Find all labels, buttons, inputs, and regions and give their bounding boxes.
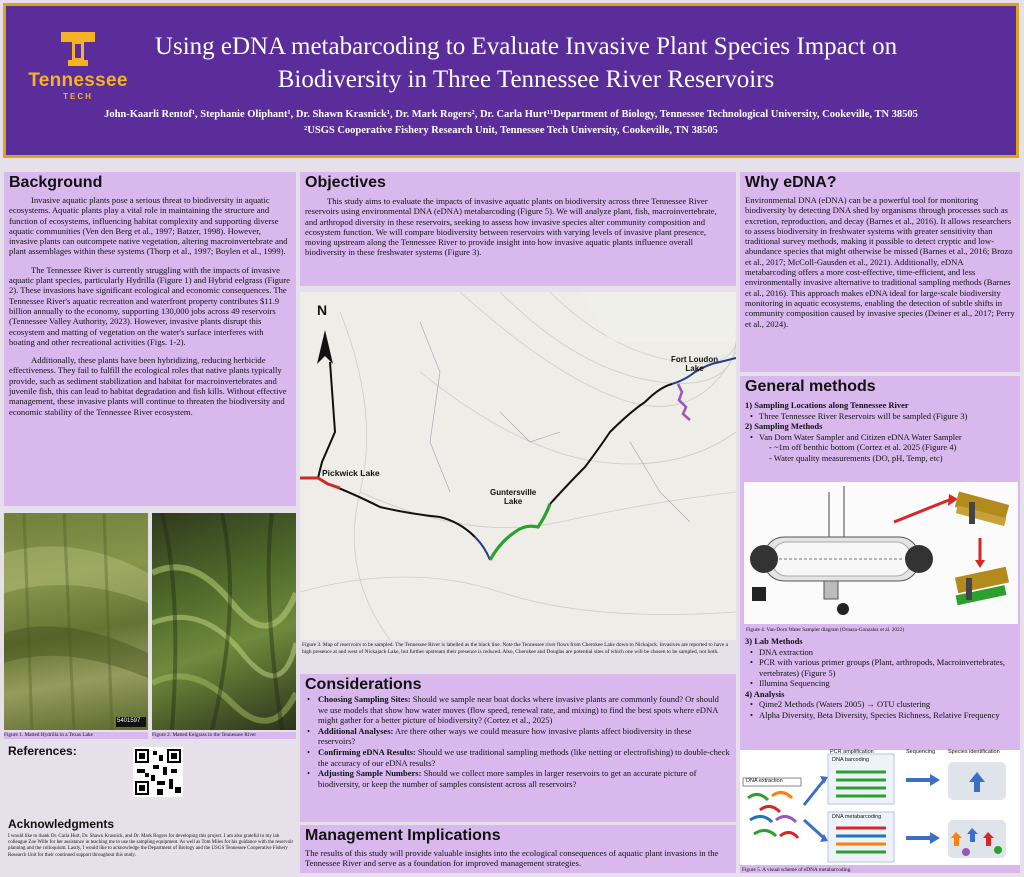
authors-line-2: ²USGS Cooperative Fishery Research Unit, Tennessee Tech University, Cookeville, TN 38505: [304, 125, 718, 136]
guntersville-label-line-1: Guntersville: [490, 488, 537, 497]
logo-sub: TECH: [63, 92, 93, 101]
consideration-title: Adjusting Sample Numbers:: [318, 768, 422, 779]
north-label: N: [317, 302, 328, 318]
considerations-list: [300, 694, 736, 789]
fort-loudon-label-line-1: Fort Loudon: [671, 355, 719, 364]
analysis-item: • Alpha Diversity, Beta Diversity, Species Richness, Relative Frequency: [745, 710, 1015, 721]
methods-step-2: 2) Sampling Methods: [745, 421, 823, 431]
objectives-heading: Objectives: [305, 174, 386, 191]
methods-step-3: 3) Lab Methods: [745, 636, 803, 646]
background-panel: [4, 172, 296, 506]
figure-2-caption: Figure 2. Matted Eelgrass in the Tennessee River: [152, 732, 296, 739]
hydrilla-photo: [4, 513, 148, 730]
consideration-text: Should we collect more samples in larger reservoirs to get an accurate picture of biodiversity, or keep the number of samples consistent across all reservoirs?: [318, 768, 697, 789]
fig5-sequencing-label: Sequencing: [906, 749, 936, 755]
metabarcoding-scheme: [740, 750, 1020, 865]
guntersville-label: [490, 488, 536, 506]
fort-loudon-label: [671, 355, 718, 373]
background-paragraph-1: Invasive aquatic plants pose a serious threat to biodiversity in aquatic ecosystems. Aquatic plants play a vital role in maintaining the structure and function of ecosystems, influencing habitat complexity and supporting diverse aquatic communities (Ven den Berg et al., 1997; Batzer, 1998). However, invasive plants can outcompete native vegetation, altering macroinvertebrate and plant assemblages within these systems (Thorp et al., 1997; Boylen et al., 1999).: [9, 195, 288, 257]
poster-header: [3, 3, 1019, 158]
methods-step-4: 4) Analysis: [745, 688, 785, 699]
background-paragraph-2: The Tennessee River is currently struggling with the impacts of invasive aquatic plant species, particularly Hydrilla (Figure 1) and Hybrid eelgrass (Figure 2). These invasions have significant ecological and economic consequences. The Tennessee River's aquatic recreation and waterfront property contributes $11.9 billion annually to the economy, supporting 130,000 jobs across 49 reservoirs (Tennessee Valley Authority, 2023). However, invasive plants disrupt this ecosystem and matting of vegetation on the water's surface interferes with boating and other recreational activities (Figs. 1-2).: [9, 264, 290, 347]
consideration-item: [300, 694, 730, 726]
consideration-text: Should we use traditional sampling methods (like netting or electrofishing) to double-check the accuracy of our eDNA results?: [318, 746, 730, 768]
title-line-2: Biodiversity in Three Tennessee River Reservoirs: [277, 66, 775, 93]
tennessee-tech-logo-icon: [58, 30, 98, 70]
guntersville-label-line-2: Lake: [504, 497, 523, 506]
consideration-text: Should we sample near boat docks where invasive plants are commonly found? Or should we use models that show how water moves (flow speed, renewal rate, and mixing) to find the best spots where eDNA might gather for a better picture of biodiversity? (Cortez et al., 2025): [318, 694, 719, 726]
why-edna-panel: [740, 172, 1020, 372]
figure-1-caption: Figure 1. Matted Hydrilla in a Texas Lake: [4, 732, 148, 739]
figure-3-caption: Figure 3. Map of reservoirs to be sampled. The Tennessee River is labelled as the black line. Note the Tennessee river flows from Cherokee Lake down to Nickajack. Invasives are reported to have a high presence at and west of Nickajack Lake, but further upstream their presence is reduced. Also, Cherokee and Douglas are potential sites of which one will be chosen to be sampled, not both.: [302, 642, 729, 655]
consideration-title: Additional Analyses:: [318, 725, 394, 736]
consideration-title: Choosing Sampling Sites:: [318, 694, 411, 704]
why-edna-text: Environmental DNA (eDNA) can be a powerful tool for monitoring biodiversity by detecting DNA shed by organisms through processes such as excretion, reproduction, and decay (Barnes et al., 2016). It allows researchers to assess biodiversity in freshwater systems with greater sensitivity than traditional survey methods, making it possible to detect cryptic and low-abundance species that might otherwise be missed (Barnes et al., 2016; Brozo et al., 2017; McColl-Gausden et al., 2021). Additionally, eDNA metabarcoding offers a more cost-effective, time-efficient, and less environmentally invasive alternative to traditional sampling methods (Barnes et al., 2016). This approach makes eDNA ideal for large-scale biodiversity monitoring in aquatic ecosystems, enabling the detection of subtle shifts in community composition caused by invasive species (Deiner et al., 2017; Perry et al., 2024).: [745, 195, 1015, 329]
methods-step-2-item: • Van Dorn Water Sampler and Citizen eDNA Water Sampler: [745, 432, 1015, 443]
title-line-1: Using eDNA metabarcoding to Evaluate Invasive Plant Species Impact on: [154, 33, 898, 60]
methods-sampling: [740, 400, 1020, 463]
fig5-metabarcoding-label: DNA metabarcoding: [832, 814, 882, 820]
fig5-extraction-label: DNA extraction: [746, 778, 783, 784]
lab-method-item: • Illumina Sequencing: [745, 678, 1015, 689]
management-heading: Management Implications: [305, 827, 501, 844]
fort-loudon-label-line-2: Lake: [685, 364, 704, 373]
eelgrass-photo: [152, 513, 296, 730]
fig5-species-label: Species identification: [948, 749, 1000, 755]
poster-title: [116, 30, 936, 96]
objectives-text: This study aims to evaluate the impacts of invasive aquatic plants on biodiversity across three Tennessee River reservoirs using environmental DNA (eDNA) metabarcoding (Figure 5). We will analyze plant, fish, macroinvertebrate, and arthropod diversity in these reservoirs, seeking to assess how invasive species alter community composition and ecosystem function. We will compare biodiversity between reservoirs with varying levels of invasive plant presence, moving upstream along the Tennessee River to provide insight into how invasive aquatic plants influence overall biodiversity in these freshwater systems (Figure 3).: [305, 196, 717, 258]
objectives-panel: [300, 172, 736, 286]
hydrilla-photo-art: [4, 513, 148, 730]
methods-step-1-item: • Three Tennessee River Reservoirs will be sampled (Figure 3): [745, 411, 1015, 422]
logo-word: Tennessee: [28, 70, 128, 91]
management-panel: [300, 825, 736, 873]
considerations-heading: Considerations: [305, 676, 422, 693]
management-text: The results of this study will provide valuable insights into the ecological consequences of aquatic plant invasions in the Tennessee River and serve as a foundation for improved management strategies.: [305, 848, 719, 869]
closed-mechanism-art: [955, 492, 1009, 527]
lab-methods-list: [745, 647, 1015, 689]
map-svg: [300, 292, 736, 640]
acknowledgments-heading: Acknowledgments: [8, 817, 115, 831]
pickwick-label: Pickwick Lake: [322, 468, 380, 478]
methods-step-2-sub-1: - ~1m off benthic bottom (Cortez et al. 2025 (Figure 4): [769, 442, 957, 452]
references-heading: References:: [8, 744, 77, 758]
lab-method-item: • PCR with various primer groups (Plant, arthropods, Macroinvertebrates, vertebrates) (Figure 5): [745, 657, 1015, 678]
consideration-item: [300, 747, 730, 768]
methods-lab-analysis: [740, 636, 1020, 720]
consideration-title: Confirming eDNA Results:: [318, 746, 416, 757]
consideration-text: Are there other ways we could measure how invasive plants affect biodiversity in these reservoirs?: [318, 725, 692, 747]
acknowledgments-text: I would like to thank Dr. Carla Hurt, Dr. Shawn Krasnick, and Dr. Mark Rogers for developing this project. I am also grateful to my lab colleague Zoe Wille for her assistance in teaching me to use the sampling equipment. As well as Tom Miles for his guidance with the reservoir planning and the colloquium. Lastly, I would like to acknowledge the Department of Biology and the USGS Tennessee Cooperative Fishery Research Unit for their continued support throughout this study.: [8, 834, 294, 858]
analysis-list: [745, 699, 1015, 720]
considerations-panel: [300, 674, 736, 822]
general-methods-heading: General methods: [745, 378, 876, 395]
figure-4-caption: Figure 4. Van-Dorn Water Sampler diagram (Ornaza-Gonzalez et al. 2022): [746, 627, 905, 633]
van-dorn-diagram: [744, 482, 1018, 624]
fig5-pcr-label: PCR amplification: [830, 749, 874, 755]
consideration-item: [300, 726, 730, 747]
background-heading: Background: [9, 174, 103, 191]
methods-step-2-sub-2: - Water quality measurements (DO, pH, Temp, etc): [769, 452, 943, 463]
lab-method-item: • DNA extraction: [745, 647, 1015, 658]
van-dorn-svg: [744, 482, 1018, 624]
consideration-item: [300, 768, 730, 789]
open-mechanism-art: [955, 567, 1009, 606]
why-edna-heading: Why eDNA?: [745, 174, 837, 191]
analysis-item: • Qime2 Methods (Waters 2005) → OTU clustering: [745, 699, 1015, 710]
figure-5-caption: Figure 5. A visual scheme of eDNA metabarcoding.: [742, 867, 852, 873]
qr-code[interactable]: [133, 747, 183, 797]
reservoir-map: [300, 292, 736, 640]
fig5-barcoding-label: DNA barcoding: [832, 757, 869, 763]
eelgrass-photo-art: [152, 513, 296, 730]
background-paragraph-3: Additionally, these plants have been hybridizing, reducing herbicide effectiveness. They fail to fulfill the ecological roles that native plants typically provide, such as sediment stabilization and habitat for macroinvertebrates and juvenile fish, this can lead to habitat degradation and fish kills. Without effective management, these invasive plants will continue to threaten the biodiversity and economic stability of the Tennessee River ecosystem.: [9, 355, 287, 417]
author-list: [6, 107, 1016, 139]
photo-stamp: 5401597: [117, 718, 141, 724]
authors-line-1: John-Kaarli Rentof¹, Stephanie Oliphant¹, Dr. Shawn Krasnick¹, Dr. Mark Rogers², Dr. Carla Hurt¹¹Department of Biology, Tennessee Technological University, Cookeville, TN 38505: [104, 109, 918, 120]
metabarcoding-svg: [740, 750, 1020, 865]
methods-step-1: 1) Sampling Locations along Tennessee River: [745, 400, 909, 410]
